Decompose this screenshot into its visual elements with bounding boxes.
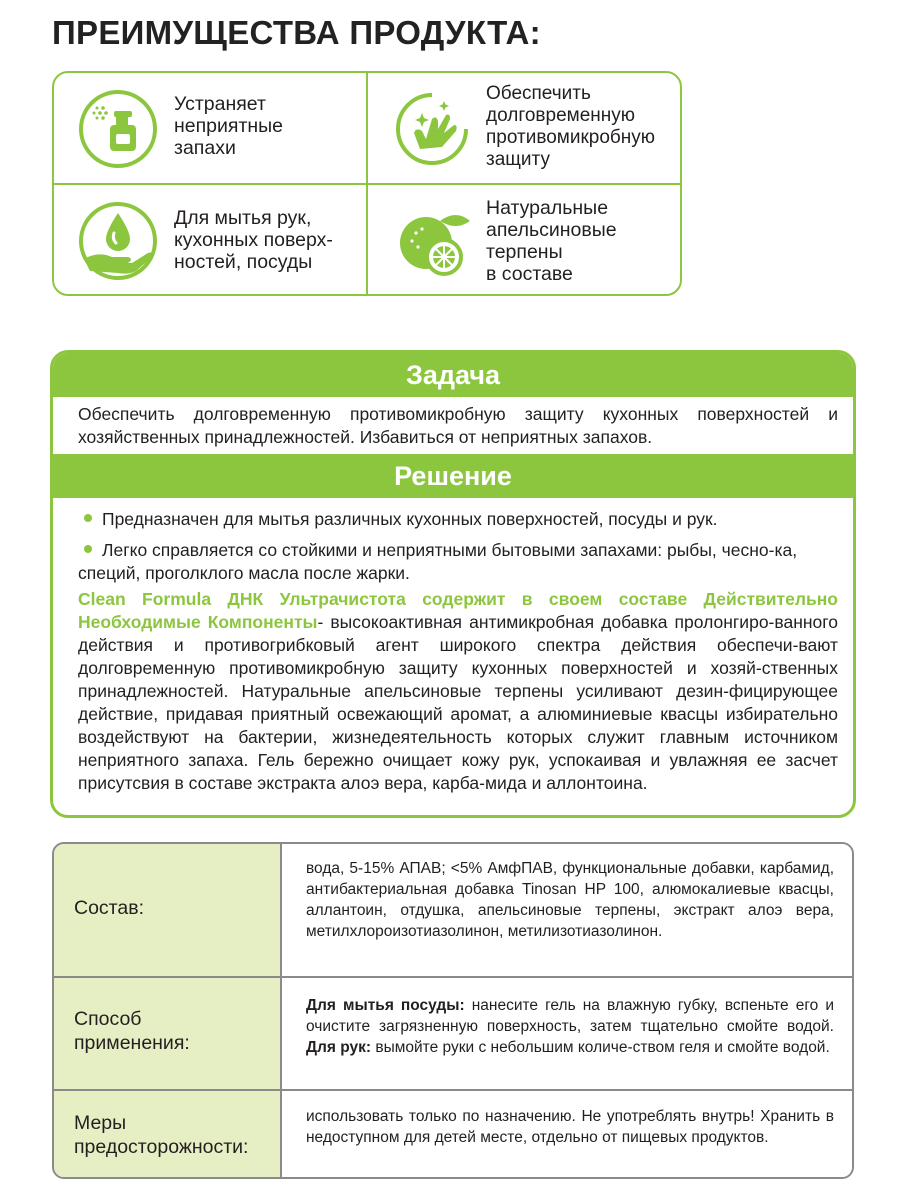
task-heading: Задача	[53, 353, 853, 397]
product-highlight: Clean Formula ДНК Ультрачистота содержит в своем составе Действительно Необходимые Компоненты	[78, 589, 838, 632]
usage-label: Способ применения:	[74, 1008, 190, 1054]
divider	[280, 844, 282, 1177]
page-title: ПРЕИМУЩЕСТВА ПРОДУКТА:	[52, 14, 541, 51]
benefits-grid	[52, 71, 682, 296]
usage-dishes-text: нанесите гель на влажную губку, вспеньте его и очистите загрязненную поверхность, затем тщательно смойте водой.	[306, 997, 834, 1035]
usage-dishes-label: Для мытья посуды:	[306, 997, 465, 1014]
precautions-value: использовать только по назначению. Не употреблять внутрь! Хранить в недоступном для детей месте, отдельно от пищевых продуктов.	[306, 1108, 834, 1146]
bullet-icon	[84, 514, 92, 522]
composition-value: вода, 5-15% АПАВ; <5% АмфПАВ, функциональные добавки, карбамид, антибактериальная добавка Tinosan HP 100, алюмокалиевые квасцы, аллантоин, отдушка, апельсиновые терпены, экстракт алоэ вера, метилхлороизотиазолинон, метилизотиазолинон.	[306, 860, 834, 940]
solution-description	[78, 588, 838, 795]
task-solution-box	[50, 350, 856, 818]
orange-icon	[392, 201, 472, 281]
composition-label: Состав:	[74, 897, 145, 919]
spray-bottle-icon	[78, 89, 158, 169]
divider	[54, 976, 852, 978]
info-table	[52, 842, 854, 1179]
bullet-icon	[84, 545, 92, 553]
usage-hands-text: вымойте руки с небольшим количе-ством геля и смойте водой.	[371, 1039, 830, 1056]
precautions-label: Меры предосторожности:	[74, 1112, 249, 1158]
benefit-text: Обеспечить долговременную противомикробную защиту	[486, 83, 656, 170]
benefit-text: Для мытья рук, кухонных поверх- ностей, посуды	[174, 207, 333, 273]
benefit-item	[54, 73, 366, 183]
benefit-item	[368, 73, 680, 183]
divider	[54, 1089, 852, 1091]
hand-shield-icon	[392, 89, 472, 169]
usage-hands-label: Для рук:	[306, 1039, 372, 1056]
usage-value	[306, 995, 834, 1058]
description-text: - высокоактивная антимикробная добавка пролонгиро-ванного действия и противогрибковый агент широкого спектра действия обеспечи-вают долговременную противомикробную защиту кухонных поверхностей и хозяй-ственных принадлежностей. Натуральные апельсиновые терпены усиливают дезин-фицирующее действие, придавая приятный освежающий аромат, а алюминиевые квасцы избирательно воздействуют на бактерии, жизнедеятельность которых служит главным источником неприятного запаха. Гель бережно очищает кожу рук, успокаивая и увлажняя ее засчет присутсвия в составе экстракта алоэ вера, карба-мида и аллонтоина.	[78, 612, 838, 793]
list-item	[78, 508, 838, 531]
benefit-item	[54, 185, 366, 295]
task-text: Обеспечить долговременную противомикробную защиту кухонных поверхностей и хозяйственных принадлежностей. Избавиться от неприятных запахов.	[78, 404, 838, 447]
list-item	[78, 539, 838, 585]
benefit-text: Устраняет неприятные запахи	[174, 93, 284, 159]
bullet-text: Легко справляется со стойкими и неприятными бытовыми запахами: рыбы, чесно-ка, специй, проголклого масла после жарки.	[78, 540, 798, 583]
solution-heading: Решение	[53, 454, 853, 498]
benefit-text: Натуральные апельсиновые терпены в составе	[486, 197, 617, 285]
drop-hand-icon	[78, 201, 158, 281]
bullet-text: Предназначен для мытья различных кухонных поверхностей, посуды и рук.	[102, 509, 718, 529]
benefit-item	[368, 185, 680, 295]
